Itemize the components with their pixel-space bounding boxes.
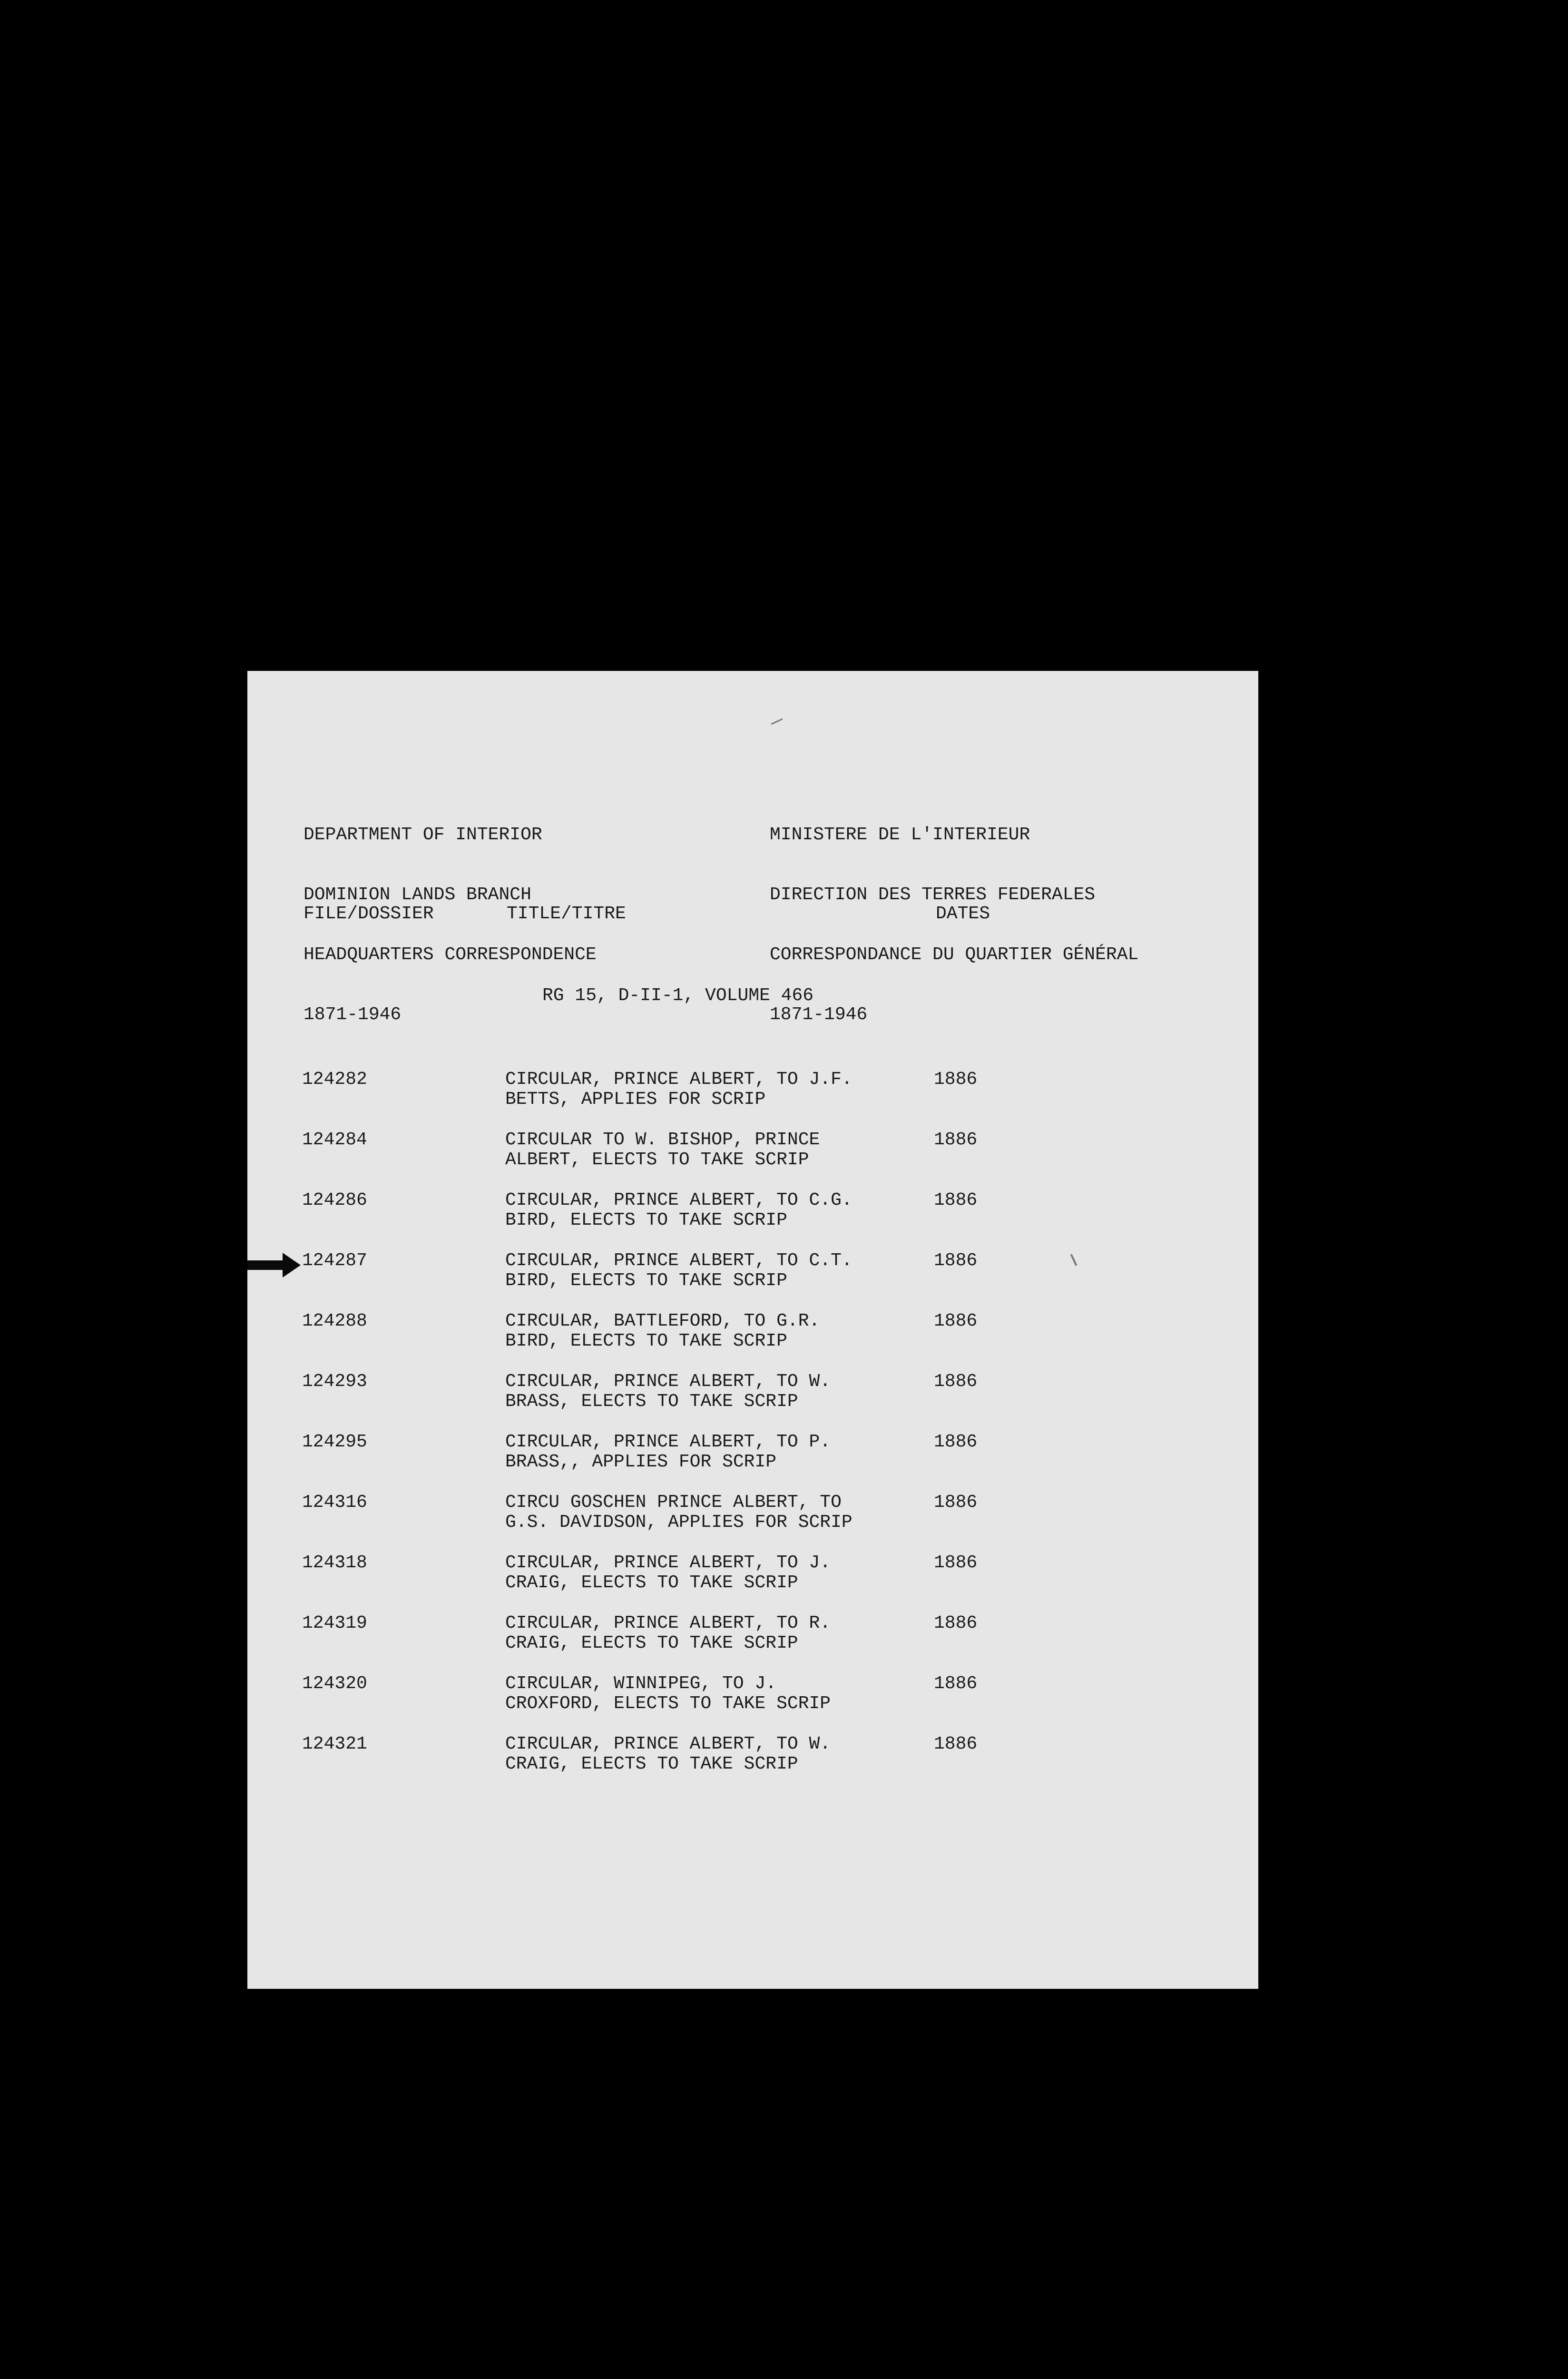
column-header-title: TITLE/TITRE — [507, 904, 626, 924]
header-french-line: CORRESPONDANCE DU QUARTIER GÉNÉRAL — [770, 944, 1139, 965]
entry-date: 1886 — [934, 1371, 978, 1392]
entry-title-line: CIRCULAR, PRINCE ALBERT, TO J. — [505, 1553, 831, 1573]
entry-title-line: BRASS, ELECTS TO TAKE SCRIP — [505, 1391, 798, 1412]
table-row — [247, 1372, 1258, 1412]
file-number: 124321 — [302, 1734, 367, 1754]
entry-title — [505, 1311, 820, 1351]
file-number: 124282 — [302, 1069, 367, 1090]
entry-title-line: CRAIG, ELECTS TO TAKE SCRIP — [505, 1573, 798, 1593]
entry-title-line: CROXFORD, ELECTS TO TAKE SCRIP — [505, 1693, 831, 1714]
entry-title — [505, 1130, 820, 1170]
entry-date: 1886 — [934, 1069, 978, 1090]
file-number: 124284 — [302, 1130, 367, 1150]
entry-title-line: CIRCULAR, PRINCE ALBERT, TO J.F. — [505, 1069, 853, 1090]
table-row — [247, 1070, 1258, 1110]
entry-title — [505, 1674, 831, 1714]
entry-title-line: G.S. DAVIDSON, APPLIES FOR SCRIP — [505, 1512, 853, 1533]
entry-date: 1886 — [934, 1553, 978, 1573]
file-number: 124319 — [302, 1613, 367, 1633]
table-row — [247, 1190, 1258, 1230]
entry-title-line: ALBERT, ELECTS TO TAKE SCRIP — [505, 1150, 809, 1170]
entry-title-line: BETTS, APPLIES FOR SCRIP — [505, 1089, 766, 1110]
file-number: 124288 — [302, 1311, 367, 1331]
header-french-line: 1871-1946 — [770, 1004, 868, 1025]
header-french — [770, 785, 1138, 1065]
entry-title-line: CIRCULAR, BATTLEFORD, TO G.R. — [505, 1311, 820, 1331]
table-row — [247, 1493, 1258, 1533]
header-english — [304, 785, 597, 1065]
header-english-line: 1871-1946 — [304, 1004, 402, 1025]
table-row — [247, 1734, 1258, 1774]
entry-title-line: CIRCULAR, PRINCE ALBERT, TO R. — [505, 1613, 831, 1633]
file-number: 124286 — [302, 1190, 367, 1210]
file-number: 124287 — [302, 1250, 367, 1271]
column-header-file: FILE/DOSSIER — [304, 904, 434, 924]
document-page — [247, 671, 1258, 1989]
entry-title — [505, 1432, 831, 1472]
file-number: 124318 — [302, 1553, 367, 1573]
entry-date: 1886 — [934, 1311, 978, 1331]
entry-title-line: CIRCU GOSCHEN PRINCE ALBERT, TO — [505, 1492, 842, 1513]
table-row — [247, 1432, 1258, 1472]
table-row — [247, 1251, 1258, 1291]
header-english-line: HEADQUARTERS CORRESPONDENCE — [304, 944, 597, 965]
entry-title — [505, 1734, 831, 1774]
table-row — [247, 1130, 1258, 1170]
header-english-line: DEPARTMENT OF INTERIOR — [304, 825, 542, 845]
header-french-line: DIRECTION DES TERRES FEDERALES — [770, 885, 1096, 905]
entry-date: 1886 — [934, 1130, 978, 1150]
entry-title — [505, 1553, 831, 1593]
entry-date: 1886 — [934, 1734, 978, 1754]
entry-title-line: CIRCULAR, PRINCE ALBERT, TO W. — [505, 1734, 831, 1754]
arrow-right-icon — [247, 1251, 302, 1279]
header-french-line: MINISTERE DE L'INTERIEUR — [770, 825, 1030, 845]
file-number: 124293 — [302, 1371, 367, 1392]
entry-title-line: BIRD, ELECTS TO TAKE SCRIP — [505, 1210, 787, 1230]
entry-title — [505, 1251, 853, 1291]
entry-title — [505, 1493, 853, 1533]
entry-title — [505, 1070, 853, 1110]
entry-date: 1886 — [934, 1432, 978, 1452]
entry-title-line: CRAIG, ELECTS TO TAKE SCRIP — [505, 1754, 798, 1774]
file-number: 124320 — [302, 1673, 367, 1694]
entry-title-line: BIRD, ELECTS TO TAKE SCRIP — [505, 1270, 787, 1291]
entry-title-line: CIRCULAR, PRINCE ALBERT, TO P. — [505, 1432, 831, 1452]
column-header-dates: DATES — [936, 904, 990, 924]
entry-title-line: CRAIG, ELECTS TO TAKE SCRIP — [505, 1633, 798, 1653]
entry-date: 1886 — [934, 1673, 978, 1694]
table-row — [247, 1674, 1258, 1714]
entry-title-line: CIRCULAR, WINNIPEG, TO J. — [505, 1673, 777, 1694]
entry-title-line: BRASS,, APPLIES FOR SCRIP — [505, 1452, 777, 1472]
entry-date: 1886 — [934, 1250, 978, 1271]
table-row — [247, 1311, 1258, 1351]
entry-title-line: CIRCULAR TO W. BISHOP, PRINCE — [505, 1130, 820, 1150]
entry-date: 1886 — [934, 1190, 978, 1210]
file-number: 124316 — [302, 1492, 367, 1513]
entry-title — [505, 1613, 831, 1653]
header-english-line: DOMINION LANDS BRANCH — [304, 885, 531, 905]
entry-title-line: CIRCULAR, PRINCE ALBERT, TO C.T. — [505, 1250, 853, 1271]
table-row — [247, 1613, 1258, 1653]
pencil-mark — [771, 718, 783, 725]
entry-title — [505, 1372, 831, 1412]
entry-date: 1886 — [934, 1613, 978, 1633]
volume-heading: RG 15, D-II-1, VOLUME 466 — [542, 985, 814, 1006]
entry-title-line: BIRD, ELECTS TO TAKE SCRIP — [505, 1331, 787, 1351]
file-number: 124295 — [302, 1432, 367, 1452]
table-row — [247, 1553, 1258, 1593]
entry-title — [505, 1190, 853, 1230]
entry-date: 1886 — [934, 1492, 978, 1513]
entry-title-line: CIRCULAR, PRINCE ALBERT, TO W. — [505, 1371, 831, 1392]
entry-title-line: CIRCULAR, PRINCE ALBERT, TO C.G. — [505, 1190, 853, 1210]
